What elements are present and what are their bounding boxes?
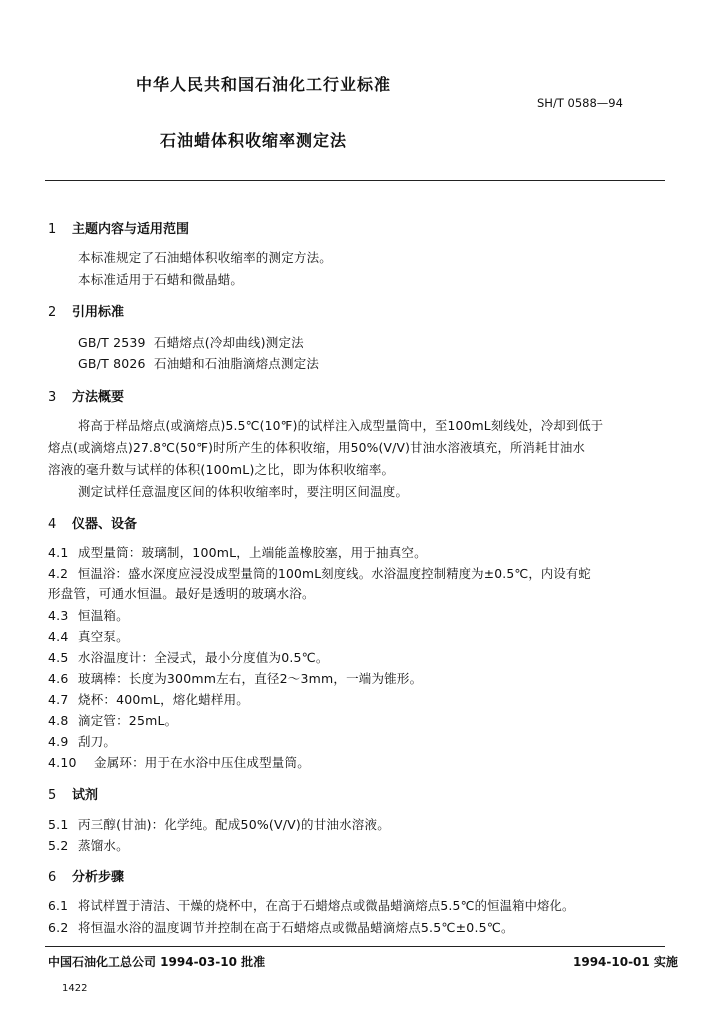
apparatus-item — [48, 669, 422, 687]
header-rule — [45, 180, 665, 181]
apparatus-item-continuation: 形盘管，可通水恒温。最好是透明的玻璃水浴。 — [48, 586, 315, 601]
item-number: 4.8 — [48, 713, 69, 728]
apparatus-item — [48, 543, 427, 561]
reference-code: GB/T 2539 — [78, 335, 146, 350]
apparatus-item — [48, 564, 591, 582]
section-4-heading — [48, 513, 137, 532]
apparatus-item — [48, 711, 177, 729]
item-number: 4.6 — [48, 671, 69, 686]
reference-title: 石蜡熔点(冷却曲线)测定法 — [154, 335, 304, 350]
section-2-heading — [48, 301, 124, 320]
standard-org: 中华人民共和国石油化工行业标准 — [136, 75, 392, 94]
item-text: 将恒温水浴的温度调节并控制在高于石蜡熔点或微晶蜡滴熔点5.5℃±0.5℃。 — [78, 920, 514, 935]
item-number: 4.9 — [48, 734, 69, 749]
procedure-item — [48, 918, 514, 936]
method-line: 测定试样任意温度区间的体积收缩率时，要注明区间温度。 — [78, 484, 409, 499]
section-1-paragraph: 本标准规定了石油蜡体积收缩率的测定方法。 — [78, 250, 333, 265]
section-title: 引用标准 — [72, 305, 125, 320]
item-number: 4.5 — [48, 650, 69, 665]
reference-item — [78, 333, 304, 351]
item-text: 成型量筒：玻璃制，100mL，上端能盖橡胶塞，用于抽真空。 — [78, 545, 427, 560]
approval-info: 中国石油化工总公司 1994-03-10 批准 — [48, 955, 266, 969]
reference-item — [78, 354, 319, 372]
section-title: 方法概要 — [72, 390, 125, 405]
item-number: 6.1 — [48, 899, 69, 913]
item-text: 将试样置于清洁、干燥的烧杯中，在高于石蜡熔点或微晶蜡滴熔点5.5℃的恒温箱中熔化。 — [78, 899, 575, 913]
section-3-heading — [48, 386, 124, 405]
item-number: 4.1 — [48, 545, 69, 560]
procedure-item — [48, 896, 575, 914]
item-text: 蒸馏水。 — [78, 838, 129, 853]
section-1-paragraph: 本标准适用于石蜡和微晶蜡。 — [78, 272, 244, 287]
section-5-heading — [48, 784, 98, 803]
implementation-date: 1994-10-01 实施 — [573, 955, 678, 969]
section-title: 主题内容与适用范围 — [72, 222, 190, 237]
page-number: 1422 — [62, 983, 88, 994]
apparatus-item — [48, 627, 129, 645]
section-number: 1 — [48, 222, 57, 237]
section-title: 试剂 — [72, 788, 99, 803]
item-number: 4.7 — [48, 692, 69, 707]
section-number: 3 — [48, 390, 57, 405]
standard-code: SH/T 0588—94 — [537, 96, 623, 110]
method-line: 将高于样品熔点(或滴熔点)5.5℃(10℉)的试样注入成型量筒中，至100mL刻线处，冷却到低于 — [78, 419, 604, 433]
section-number: 6 — [48, 870, 57, 885]
section-1-heading — [48, 218, 189, 237]
item-number: 4.10 — [48, 755, 77, 770]
reference-code: GB/T 8026 — [78, 356, 146, 371]
item-number: 4.3 — [48, 608, 69, 623]
item-number: 4.2 — [48, 567, 69, 581]
reagent-item — [48, 836, 129, 854]
apparatus-item — [48, 690, 249, 708]
section-title: 分析步骤 — [72, 870, 125, 885]
item-text: 恒温浴：盛水深度应浸没成型量筒的100mL刻度线。水浴温度控制精度为±0.5℃，内设有蛇 — [78, 567, 591, 581]
item-text: 丙三醇(甘油)：化学纯。配成50%(V/V)的甘油水溶液。 — [78, 817, 390, 832]
item-text: 玻璃棒：长度为300mm左右，直径2～3mm，一端为锥形。 — [78, 671, 423, 686]
item-number: 6.2 — [48, 920, 69, 935]
item-text: 金属环：用于在水浴中压住成型量筒。 — [94, 755, 310, 770]
item-text: 刮刀。 — [78, 734, 117, 749]
apparatus-item — [48, 606, 129, 624]
apparatus-item — [48, 753, 310, 771]
item-text: 恒温箱。 — [78, 608, 129, 623]
apparatus-item — [48, 648, 329, 666]
document-title: 石油蜡体积收缩率测定法 — [160, 131, 348, 150]
item-text: 水浴温度计：全浸式，最小分度值为0.5℃。 — [78, 650, 329, 665]
section-6-heading — [48, 866, 124, 885]
reference-title: 石油蜡和石油脂滴熔点测定法 — [154, 356, 320, 371]
item-text: 真空泵。 — [78, 629, 129, 644]
item-text: 烧杯：400mL，熔化蜡样用。 — [78, 692, 249, 707]
section-title: 仪器、设备 — [72, 517, 138, 532]
method-line: 溶液的毫升数与试样的体积(100mL)之比，即为体积收缩率。 — [48, 462, 395, 477]
section-number: 2 — [48, 305, 57, 320]
item-number: 5.1 — [48, 817, 69, 832]
apparatus-item — [48, 732, 116, 750]
item-text: 滴定管：25mL。 — [78, 713, 178, 728]
section-number: 5 — [48, 788, 57, 803]
section-number: 4 — [48, 517, 57, 532]
footer-rule — [45, 946, 665, 947]
reagent-item — [48, 815, 390, 833]
item-number: 5.2 — [48, 838, 69, 853]
method-line: 熔点(或滴熔点)27.8℃(50℉)时所产生的体积收缩，用50%(V/V)甘油水溶液填充，所消耗甘油水 — [48, 441, 586, 455]
item-number: 4.4 — [48, 629, 69, 644]
